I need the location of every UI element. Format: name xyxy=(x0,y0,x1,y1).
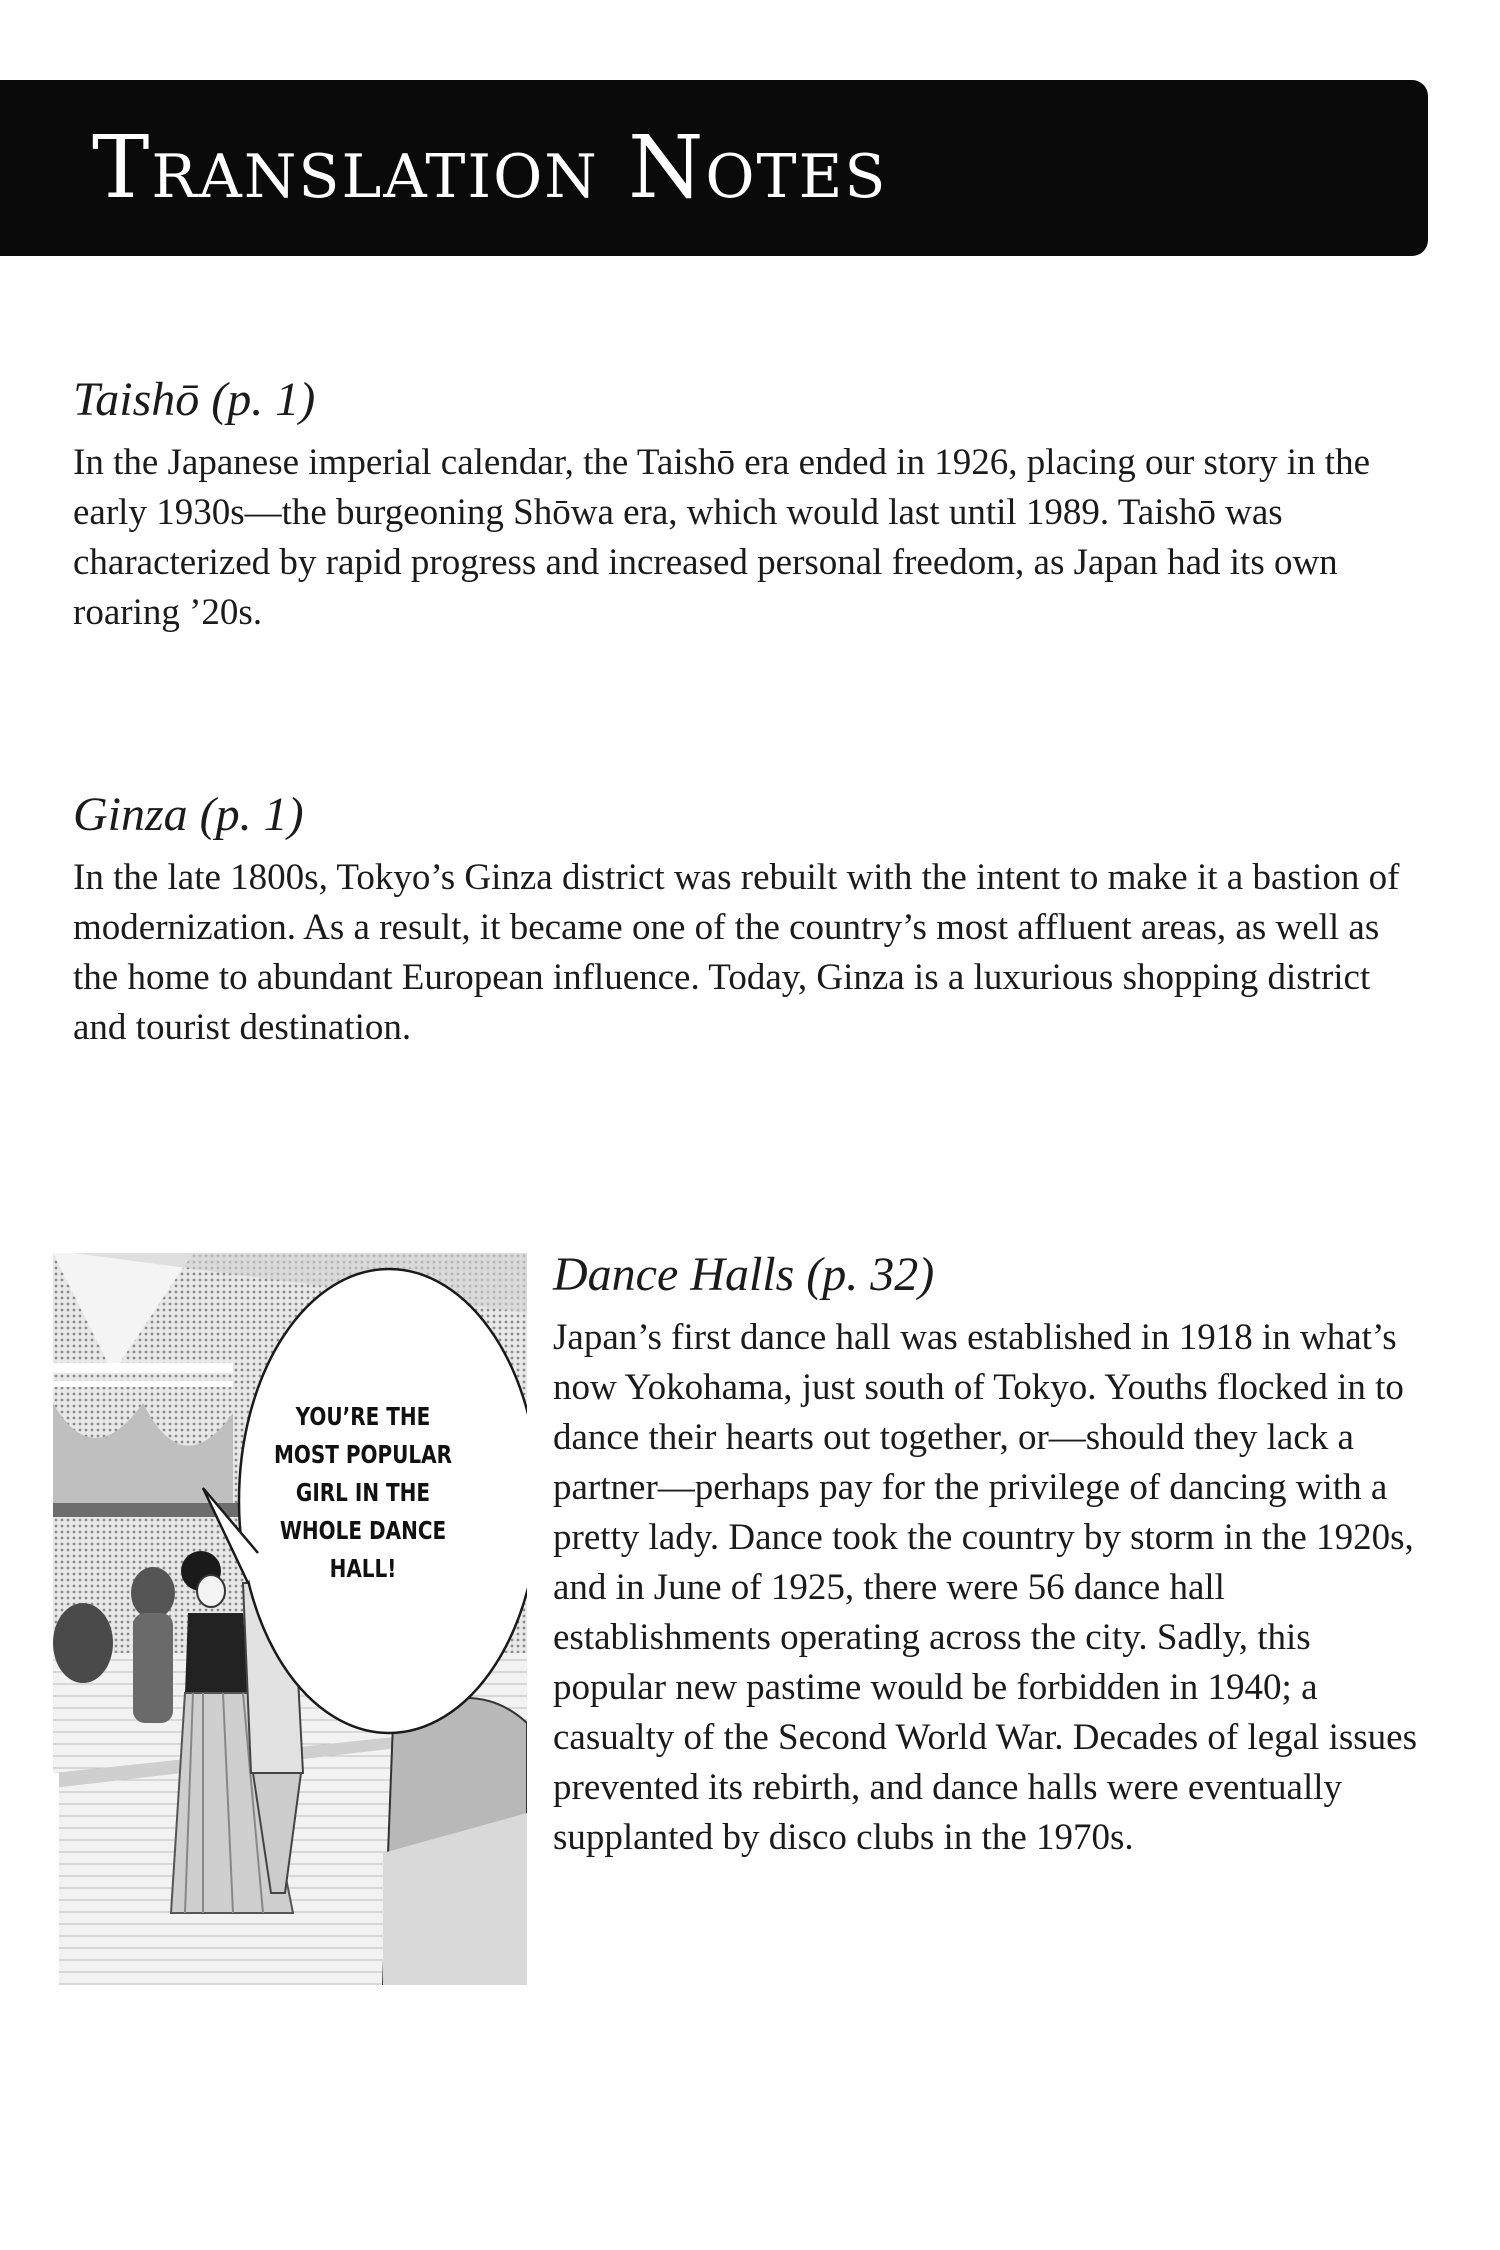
page-title: Translation Notes xyxy=(92,118,888,218)
dance-hall-drawing xyxy=(53,1253,527,1985)
note-body: In the Japanese imperial calendar, the Taishō era ended in 1926, placing our story in the early 1930s—the burgeoning Shōwa era, which would last until 1989. Taishō was characterized by rapid progress and increased personal freedom, as Japan had its own roaring ’20s. xyxy=(73,442,1371,633)
note-body: Japan’s first dance hall was established in 1918 in what’s now Yokohama, just south of Tokyo. Youths flocked in to dance their hearts out together, or—should they lack a partner—perhaps pay for the privilege of dancing with a pretty lady. Dance took the country by storm in the 1920s, and in June of 1925, there were 56 dance hall establishments operating across the city. Sadly, this popular new pastime would be forbidden in 1940; a casualty of the Second World War. Decades of legal issues prevented its rebirth, and dance halls were eventually supplanted by disco clubs in the 1970s. xyxy=(553,1317,1417,1858)
note-taisho xyxy=(73,370,1403,638)
note-dance-halls xyxy=(553,1245,1418,1863)
speech-bubble-text: YOU’RE THE MOST POPULAR GIRL IN THE WHOLE DANCE HALL! xyxy=(273,1402,453,1583)
note-heading: Dance Halls (p. 32) xyxy=(553,1248,935,1301)
note-ginza xyxy=(73,785,1413,1053)
note-heading: Taishō (p. 1) xyxy=(73,373,316,426)
note-body: In the late 1800s, Tokyo’s Ginza district was rebuilt with the intent to make it a bastion of modernization. As a result, it became one of the country’s most affluent areas, as well as the home to abundant European influence. Today, Ginza is a luxurious shopping district and tourist destination. xyxy=(73,857,1400,1048)
note-heading: Ginza (p. 1) xyxy=(73,788,304,841)
manga-panel-illustration xyxy=(53,1253,527,1985)
header-banner xyxy=(0,80,1428,256)
